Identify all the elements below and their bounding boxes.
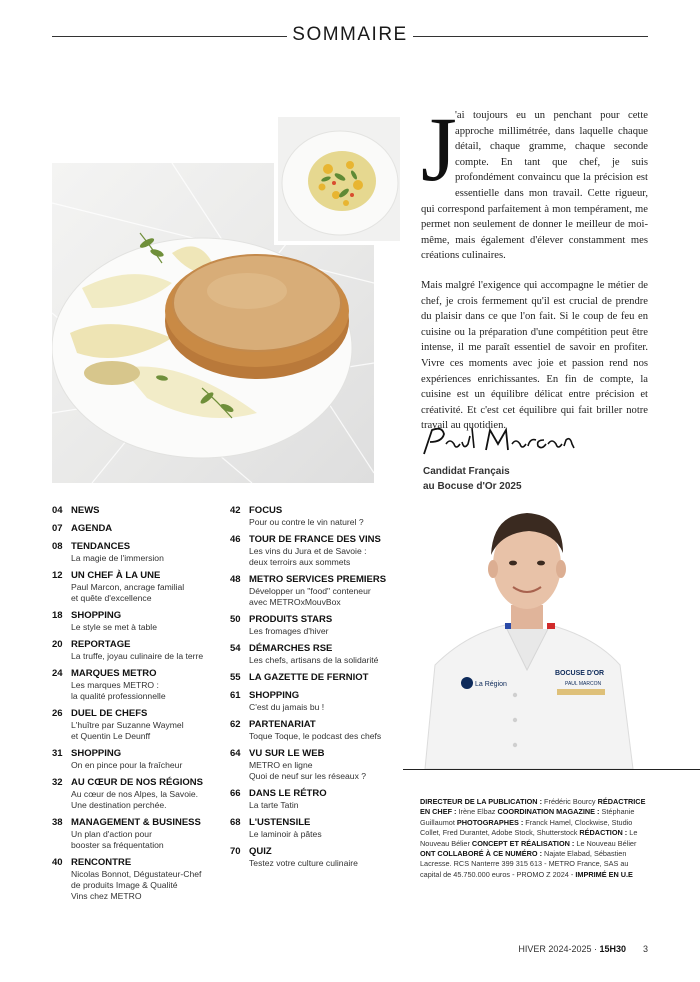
toc-page-number: 64 — [230, 748, 241, 759]
toc-page-number: 08 — [52, 541, 63, 552]
toc-page-number: 38 — [52, 817, 63, 828]
toc-entry — [52, 523, 222, 535]
signature — [420, 424, 580, 460]
toc-subtitle: Le style se met à table — [71, 622, 157, 632]
toc-title: SHOPPING — [71, 610, 122, 621]
toc-subtitle: C'est du jamais bu ! — [249, 702, 325, 712]
toc-page-number: 70 — [230, 846, 241, 857]
editorial-paragraph-1: 'ai toujours eu un penchant pour cette approche millimétrée, dans laquelle chaque détail, chaque gramme, chaque seconde compte. En tant que chef, je suis profondément convaincu que la précision est essentielle dans mon travail. Cette rigueur, qui correspond parfaitement à mon tempérament, me permet non seulement de donner le meilleur de moi-même, mais également d'élever constamment mes créations culinaires. — [421, 110, 648, 262]
toc-title: LA GAZETTE DE FERNIOT — [249, 672, 369, 683]
toc-title: VU SUR LE WEB — [249, 748, 325, 759]
magazine-brand: 15H30 — [599, 944, 626, 954]
jacket-name: PAUL MARCON — [565, 681, 602, 687]
toc-page-number: 20 — [52, 639, 63, 650]
toc-entry — [52, 777, 222, 811]
toc-subtitle: Au cœur de nos Alpes, la Savoie. Une destination perchée. — [71, 789, 199, 810]
toc-page-number: 48 — [230, 574, 241, 585]
toc-page-number: 61 — [230, 690, 241, 701]
toc-entry — [230, 690, 406, 713]
toc-title: RENCONTRE — [71, 857, 132, 868]
toc-page-number: 40 — [52, 857, 63, 868]
toc-entry — [230, 788, 406, 811]
chef-portrait — [405, 495, 648, 769]
toc-title: DANS LE RÉTRO — [249, 788, 327, 799]
jacket-patch-region: La Région — [475, 681, 507, 688]
credits-block — [420, 797, 648, 880]
toc-title: TENDANCES — [71, 541, 131, 552]
issue-season: HIVER 2024-2025 · — [518, 944, 600, 954]
toc-title: SHOPPING — [71, 748, 122, 759]
toc-page-number: 50 — [230, 614, 241, 625]
toc-right-column — [230, 505, 406, 875]
toc-title: PRODUITS STARS — [249, 614, 333, 625]
toc-entry — [230, 672, 406, 684]
credit-label: IMPRIMÉ EN U.E — [575, 869, 633, 879]
toc-title: PARTENARIAT — [249, 719, 316, 730]
toc-page-number: 42 — [230, 505, 241, 516]
credit-value: Le Nouveau Bélier — [420, 828, 638, 848]
toc-subtitle: Les chefs, artisans de la solidarité — [249, 655, 379, 665]
toc-title: DUEL DE CHEFS — [71, 708, 148, 719]
toc-page-number: 66 — [230, 788, 241, 799]
page-title: SOMMAIRE — [292, 24, 408, 45]
toc-entry — [52, 505, 222, 517]
credit-label: RÉDACTION : — [579, 828, 628, 838]
page-number: 3 — [642, 944, 648, 954]
caption-line-2: au Bocuse d'Or 2025 — [423, 481, 522, 492]
toc-entry — [230, 748, 406, 782]
toc-title: MARQUES METRO — [71, 668, 157, 679]
jacket-patch-bocuse: BOCUSE D'OR — [555, 670, 605, 677]
toc-entry — [52, 668, 222, 702]
credit-label: PHOTOGRAPHES : — [456, 817, 524, 827]
toc-title: L'USTENSILE — [249, 817, 311, 828]
toc-title: UN CHEF À LA UNE — [71, 570, 161, 581]
toc-page-number: 68 — [230, 817, 241, 828]
toc-subtitle: La magie de l'immersion — [71, 553, 164, 563]
issue-label — [518, 944, 626, 954]
toc-page-number: 26 — [52, 708, 63, 719]
credits-rule — [403, 769, 700, 770]
page-header — [52, 24, 648, 48]
toc-entry — [230, 574, 406, 608]
toc-page-number: 62 — [230, 719, 241, 730]
toc-subtitle: Les fromages d'hiver — [249, 626, 329, 636]
toc-page-number: 32 — [52, 777, 63, 788]
toc-page-number: 55 — [230, 672, 241, 683]
toc-title: TOUR DE FRANCE DES VINS — [249, 534, 381, 545]
toc-subtitle: L'huître par Suzanne Waymel et Quentin Le Deunff — [71, 720, 184, 741]
toc-entry — [52, 817, 222, 851]
toc-entry — [52, 541, 222, 564]
toc-entry — [230, 817, 406, 840]
toc-subtitle: Testez votre culture culinaire — [249, 858, 358, 868]
editorial — [421, 98, 648, 448]
toc-subtitle: METRO en ligne Quoi de neuf sur les réseaux ? — [249, 760, 367, 781]
toc-entry — [52, 857, 222, 902]
toc-entry — [52, 708, 222, 742]
toc-entry — [52, 639, 222, 662]
toc-page-number: 07 — [52, 523, 63, 534]
toc-subtitle: Toque Toque, le podcast des chefs — [249, 731, 382, 741]
credit-value: Le Nouveau Bélier — [574, 838, 637, 848]
inset-dish-illustration — [278, 117, 400, 241]
toc-page-number: 04 — [52, 505, 63, 516]
credit-label: RÉDACTRICE EN CHEF : — [420, 797, 646, 817]
toc-title: AU CŒUR DE NOS RÉGIONS — [71, 777, 203, 788]
signature-drawing — [420, 424, 580, 460]
chef-portrait-illustration — [405, 495, 648, 769]
toc-entry — [230, 534, 406, 568]
toc-entry — [230, 614, 406, 637]
dropcap: J — [421, 98, 457, 200]
toc-entry — [230, 643, 406, 666]
toc-entry — [52, 748, 222, 771]
inset-dish-photo — [274, 113, 404, 245]
toc-title: METRO SERVICES PREMIERS — [249, 574, 387, 585]
credit-label: DIRECTEUR DE LA PUBLICATION : — [420, 797, 543, 806]
toc-title: REPORTAGE — [71, 639, 131, 650]
toc-page-number: 31 — [52, 748, 63, 759]
credit-label: COORDINATION MAGAZINE : — [497, 807, 600, 817]
credit-value: Najate Elabad, Sébastien Lacresse. RCS Nanterre 399 315 613 - METRO France, SAS au capital de 45.750.000 euros - PROMO Z 2024 - — [420, 849, 629, 879]
toc-entry — [52, 570, 222, 604]
credit-value: Franck Hamel, Clockwise, Studio Collet, Fred Durantet, Adobe Stock, Shutterstock — [420, 817, 633, 838]
toc-subtitle: Un plan d'action pour booster sa fréquentation — [71, 829, 164, 850]
toc-subtitle: Le laminoir à pâtes — [249, 829, 322, 839]
signature-caption — [423, 464, 603, 494]
toc-page-number: 46 — [230, 534, 241, 545]
toc-subtitle: La tarte Tatin — [249, 800, 299, 810]
toc-page-number: 18 — [52, 610, 63, 621]
toc-title: MANAGEMENT & BUSINESS — [71, 817, 201, 828]
toc-subtitle: Pour ou contre le vin naturel ? — [249, 517, 364, 527]
header-rule-right — [413, 36, 648, 37]
toc-entry — [230, 719, 406, 742]
toc-page-number: 12 — [52, 570, 63, 581]
credit-value: Stéphanie Guillaumot — [420, 807, 635, 827]
toc-subtitle: Les marques METRO : la qualité professionnelle — [71, 680, 166, 701]
credit-value: Frédéric Bourcy — [542, 797, 598, 806]
toc-page-number: 24 — [52, 668, 63, 679]
toc-page-number: 54 — [230, 643, 241, 654]
credit-value: Irène Elbaz — [456, 807, 498, 817]
toc-subtitle: Les vins du Jura et de Savoie : deux terroirs aux sommets — [249, 546, 367, 567]
toc-subtitle: La truffe, joyau culinaire de la terre — [71, 651, 204, 661]
editorial-paragraph-2: Mais malgré l'exigence qui accompagne le métier de chef, je crois fermement qu'il est crucial de prendre du plaisir dans ce que l'on fait. Si le coup de feu en cuisine ou la préparation d'une compétition peut être intense, il me paraît essentiel de savoir en profiter. Vivre ces moments avec joie et passion rend nos expériences enrichissantes. En fin de compte, la cuisine est un équilibre délicat entre précision et créativité. Et c'est cet équilibre qui fait briller notre travail au quotidien. — [421, 279, 648, 432]
toc-subtitle: Développer un "food" conteneur avec METROxMouvBox — [249, 586, 371, 607]
credit-label: ONT COLLABORÉ À CE NUMÉRO : — [420, 849, 543, 859]
caption-line-1: Candidat Français — [423, 466, 510, 477]
toc-entry — [230, 505, 406, 528]
toc-title: AGENDA — [71, 523, 113, 534]
toc-left-column — [52, 505, 222, 908]
toc-title: SHOPPING — [249, 690, 300, 701]
toc-entry — [52, 610, 222, 633]
toc-subtitle: On en pince pour la fraîcheur — [71, 760, 183, 770]
page-footer — [500, 944, 648, 958]
toc-title: DÉMARCHES RSE — [249, 643, 333, 654]
toc-title: FOCUS — [249, 505, 283, 516]
toc-subtitle: Nicolas Bonnot, Dégustateur-Chef de produits Image & Qualité Vins chez METRO — [71, 869, 202, 901]
toc-subtitle: Paul Marcon, ancrage familial et quête d'excellence — [71, 582, 185, 603]
toc-entry — [230, 846, 406, 869]
toc-title: NEWS — [71, 505, 100, 516]
credit-label: CONCEPT ET RÉALISATION : — [471, 838, 575, 848]
toc-title: QUIZ — [249, 846, 272, 857]
